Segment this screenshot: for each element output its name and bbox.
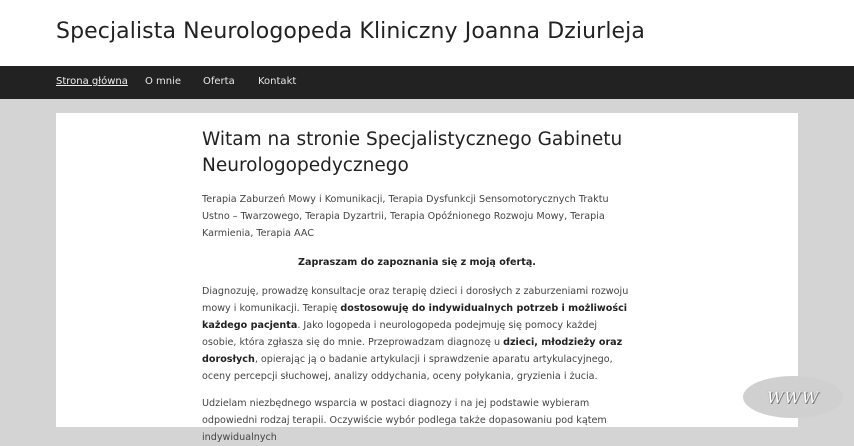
www-badge[interactable] bbox=[743, 376, 843, 418]
nav-item-contact[interactable]: Kontakt bbox=[258, 76, 297, 87]
invite-paragraph bbox=[202, 254, 632, 271]
diagnosis-text-3: , opierając ją o badanie artykulacji i sprawdzenie aparatu artykulacyjnego, oceny percepcji słuchowej, analizy oddychania, oceny połykania, gryzienia i żucia. bbox=[202, 354, 613, 382]
diagnosis-text-1: Diagnozuję, prowadzę konsultacje oraz terapię dzieci i dorosłych z zaburzeniami rozwoju mowy i komunikacji. Terapię bbox=[202, 286, 629, 314]
page-heading: Witam na stronie Specjalistycznego Gabinetu Neurologopedycznego bbox=[202, 129, 623, 176]
www-badge-label: WWW bbox=[766, 387, 820, 407]
diagnosis-bold-1: dostosowuję do indywidualnych potrzeb i możliwości każdego pacjenta bbox=[202, 303, 628, 331]
diagnosis-paragraph bbox=[202, 283, 632, 385]
site-title[interactable]: Specjalista Neurologopeda Kliniczny Joanna Dziurleja bbox=[56, 19, 645, 44]
invite-text: Zapraszam do zapoznania się z moją ofertą. bbox=[298, 257, 536, 268]
nav-item-about[interactable]: O mnie bbox=[145, 76, 182, 87]
main-navigation bbox=[0, 66, 854, 99]
therapies-paragraph: Terapia Zaburzeń Mowy i Komunikacji, Terapia Dysfunkcji Sensomotorycznych Traktu Ustno – Twarzowego, Terapia Dyzartrii, Terapia Opóźnionego Rozwoju Mowy, Terapia Karmienia, Terapia AAC bbox=[202, 194, 609, 239]
diagnosis-bold-2: dzieci, młodzieży oraz dorosłych bbox=[202, 337, 623, 365]
nav-item-home[interactable]: Strona główna bbox=[56, 76, 128, 87]
nav-item-offer[interactable]: Oferta bbox=[203, 76, 235, 87]
content-area bbox=[56, 113, 798, 443]
site-header bbox=[0, 0, 854, 66]
support-paragraph: Udzielam niezbędnego wsparcia w postaci diagnozy i na jej podstawie wybieram odpowiedni rodzaj terapii. Oczywiście wybór podlega także dopasowaniu pod kątem indywidualnych bbox=[202, 398, 607, 443]
diagnosis-text-2: . Jako logopeda i neurologopeda podejmuję się pomocy każdej osobie, która zgłasza się do mnie. Przeprowadzam diagnozę u bbox=[202, 320, 598, 348]
